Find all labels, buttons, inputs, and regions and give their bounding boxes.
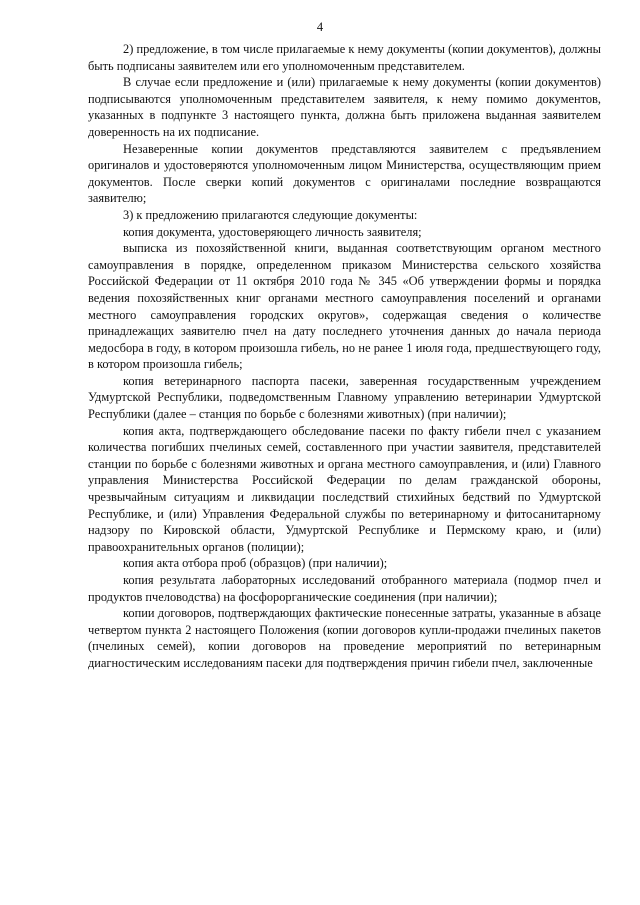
paragraph-sampling-act: копия акта отбора проб (образцов) (при наличии); <box>123 556 388 571</box>
paragraph-signature-requirement: 2) предложение, в том числе прилагаемые к нему документы (копии документов), должны быть подписаны заявителем или его уполномоченным представителем. <box>88 42 601 73</box>
page-number: 4 <box>316 20 324 34</box>
paragraph-veterinary-passport: копия ветеринарного паспорта пасеки, заверенная государственным учреждением Удмуртской Республики, подведомственным Главному управлению ветеринарии Удмуртской Республики (далее – станция по борьбе с болезнями животных) (при наличии); <box>88 373 601 422</box>
paragraph-attached-documents-heading: 3) к предложению прилагаются следующие документы: <box>123 207 418 222</box>
paragraph-identity-document: копия документа, удостоверяющего личность заявителя; <box>123 224 422 239</box>
paragraph-uncertified-copies: Незаверенные копии документов представляются заявителем с предъявлением оригиналов и удостоверяются уполномоченным лицом Министерства, осуществляющим прием документов. После сверки копий документов с оригиналами последние возвращаются заявителю; <box>88 141 601 206</box>
document-body <box>88 41 601 672</box>
paragraph-inspection-act: копия акта, подтверждающего обследование пасеки по факту гибели пчел с указанием количества погибших пчелиных семей, составленного при участии заявителя, представителей станции по борьбе с болезнями животных и органа местного самоуправления, и (или) Главного управления Министерства Российской Федерации по делам гражданской обороны, чрезвычайным ситуациям и ликвидации последствий стихийных бедствий по Удмуртской Республике, и (или) Управления Федеральной службы по ветеринарному и фитосанитарному надзору по Кировской области, Удмуртской Республике и Пермскому краю, и (или) правоохранительных органов (полиции); <box>88 423 601 554</box>
paragraph-household-book-extract: выписка из похозяйственной книги, выданная соответствующим органом местного самоуправления в порядке, определенном приказом Министерства сельского хозяйства Российской Федерации от 11 октября 2010 года № 345 «Об утверждении формы и порядка ведения похозяйственных книг органами местного самоуправления поселений и органами местного самоуправления городских округов», содержащая сведения о количестве принадлежащих заявителю пчел на дату последнего уточнения данных до начала периода медосбора в году, в котором произошла гибель, но не ранее 1 июля года, предшествующего году, в котором произошла гибель; <box>88 241 601 372</box>
paragraph-power-of-attorney: В случае если предложение и (или) прилагаемые к нему документы (копии документов) подписываются уполномоченным представителем заявителя, к нему помимо документов, указанных в подпункте 3 настоящего пункта, должна быть приложена выданная заявителем доверенность на их подписание. <box>88 75 601 139</box>
paragraph-lab-results: копия результата лабораторных исследований отобранного материала (подмор пчел и продуктов пчеловодства) на фосфорорганические соединения (при наличии); <box>88 573 601 604</box>
paragraph-contracts: копии договоров, подтверждающих фактические понесенные затраты, указанные в абзаце четвертом пункта 2 настоящего Положения (копии договоров купли-продажи пчелиных пакетов (пчелиных семей), копии договоров на проведение мероприятий по ветеринарным диагностическим исследованиям пасеки для подтверждения причин гибели пчел, заключенные <box>88 606 601 670</box>
